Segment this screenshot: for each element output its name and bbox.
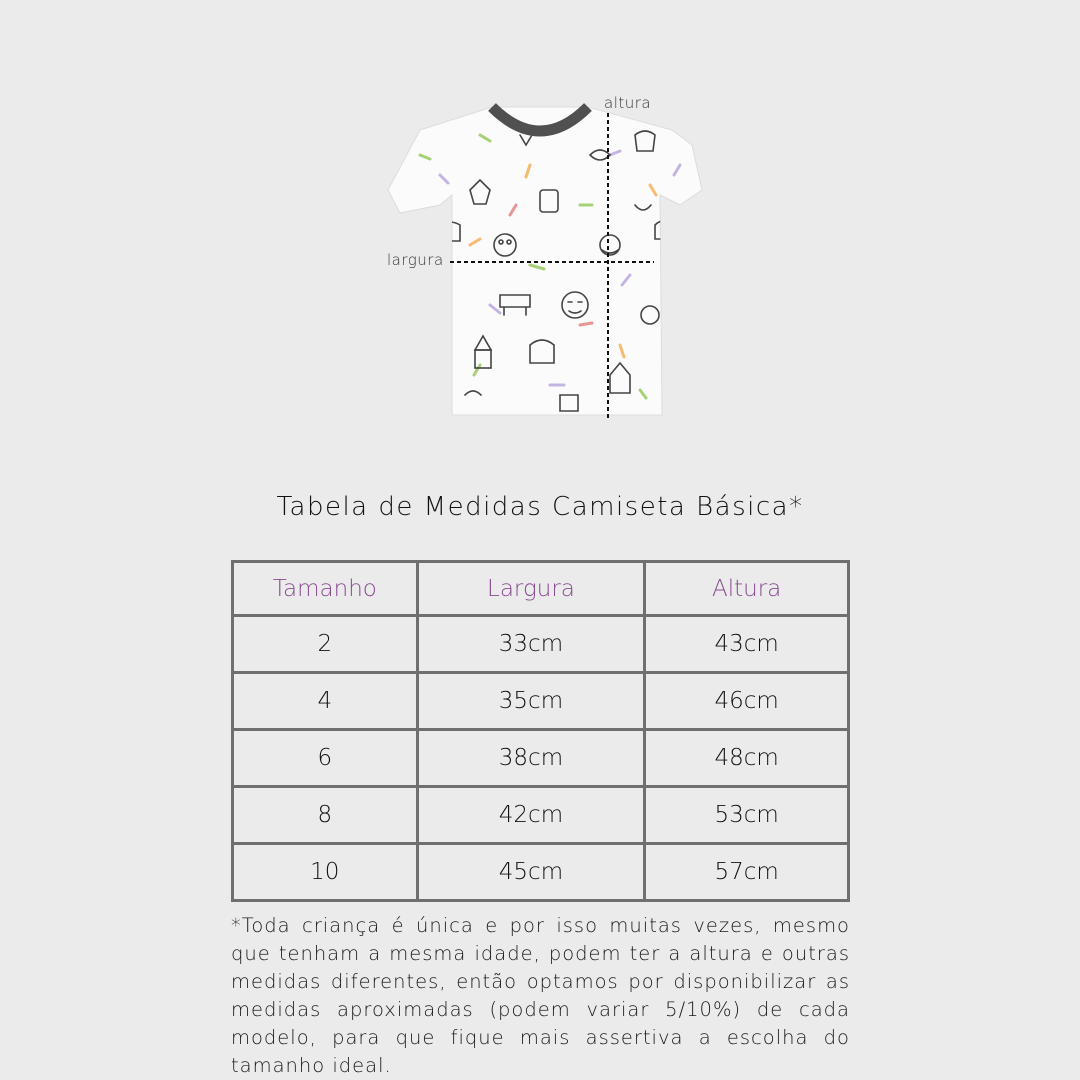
header-altura: Altura xyxy=(645,562,849,616)
width-label: largura xyxy=(387,251,444,269)
size-table xyxy=(231,560,850,902)
header-largura: Largura xyxy=(417,562,645,616)
page-title: Tabela de Medidas Camiseta Básica* xyxy=(276,492,804,522)
cell-size: 6 xyxy=(233,730,418,787)
cell-size: 8 xyxy=(233,787,418,844)
cell-height: 48cm xyxy=(645,730,849,787)
cell-size: 4 xyxy=(233,673,418,730)
table-row xyxy=(233,616,849,673)
cell-width: 38cm xyxy=(417,730,645,787)
table-row xyxy=(233,730,849,787)
cell-height: 46cm xyxy=(645,673,849,730)
cell-width: 35cm xyxy=(417,673,645,730)
cell-width: 45cm xyxy=(417,844,645,901)
table-header-row xyxy=(233,562,849,616)
cell-height: 57cm xyxy=(645,844,849,901)
table-row xyxy=(233,673,849,730)
height-label: altura xyxy=(604,94,652,112)
table-row xyxy=(233,844,849,901)
cell-size: 10 xyxy=(233,844,418,901)
header-tamanho: Tamanho xyxy=(233,562,418,616)
cell-size: 2 xyxy=(233,616,418,673)
cell-height: 53cm xyxy=(645,787,849,844)
table-row xyxy=(233,787,849,844)
cell-height: 43cm xyxy=(645,616,849,673)
cell-width: 33cm xyxy=(417,616,645,673)
cell-width: 42cm xyxy=(417,787,645,844)
footnote: *Toda criança é única e por isso muitas vezes, mesmo que tenham a mesma idade, podem ter a altura e outras medidas diferentes, então optamos por disponibilizar as medidas aproximadas (podem variar 5/10%) de cada modelo, para que fique mais assertiva a escolha do tamanho ideal. xyxy=(231,914,850,1077)
